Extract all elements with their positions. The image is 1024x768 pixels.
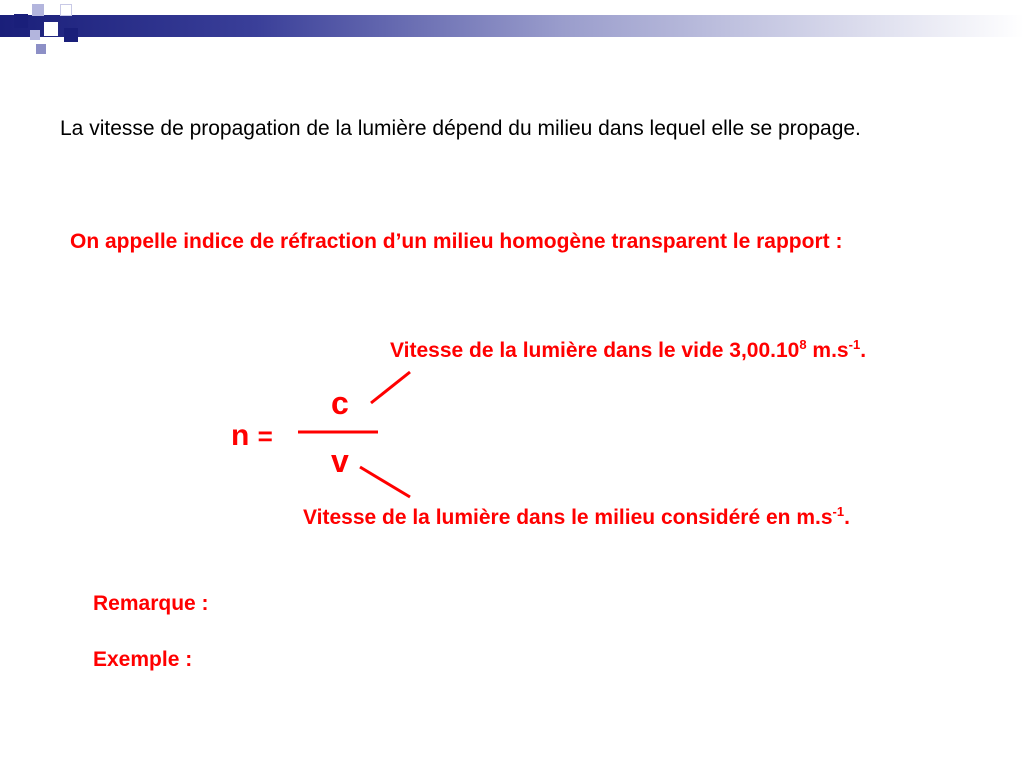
definition-paragraph: On appelle indice de réfraction d’un milieu homogène transparent le rapport :: [70, 230, 843, 253]
intro-paragraph: La vitesse de propagation de la lumière dépend du milieu dans lequel elle se propage.: [60, 117, 861, 140]
denominator-label-unit-exponent: -1: [832, 504, 845, 519]
formula-numerator: c: [331, 385, 349, 421]
numerator-pointer-line: [371, 372, 410, 403]
remark-heading: Remarque :: [93, 592, 209, 615]
denominator-label-text: Vitesse de la lumière dans le milieu considéré en m.s: [303, 506, 833, 529]
numerator-label-unit-exponent: -1: [848, 337, 861, 352]
formula-denominator: v: [331, 443, 349, 479]
numerator-label-unit: m.s: [806, 339, 849, 362]
denominator-label: [303, 506, 850, 530]
numerator-label-end: .: [860, 339, 867, 362]
numerator-label-text: Vitesse de la lumière dans le vide 3,00.10: [390, 339, 800, 362]
formula-equals: =: [257, 421, 273, 451]
denominator-pointer-line: [360, 467, 410, 497]
example-heading: Exemple :: [93, 648, 193, 671]
denominator-label-end: .: [844, 506, 850, 529]
formula-n: n: [231, 419, 250, 452]
numerator-label-exponent: 8: [799, 337, 807, 352]
